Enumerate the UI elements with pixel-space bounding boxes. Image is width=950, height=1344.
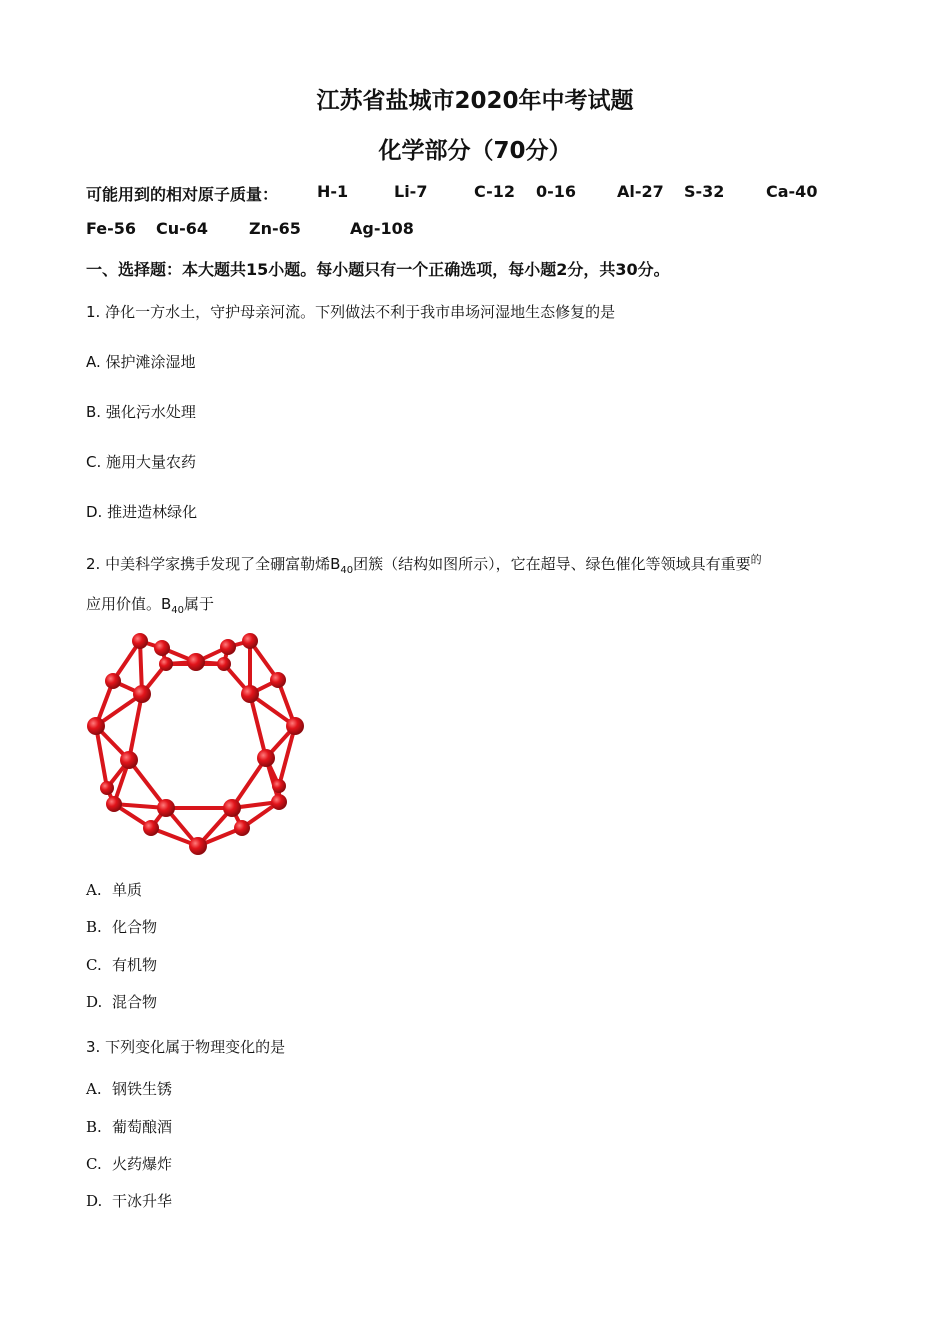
atomic-mass-h: H-1	[317, 182, 349, 201]
question-3-option-d: D. 干冰升华	[86, 1192, 173, 1210]
question-1-option-d: D. 推进造林绿化	[86, 503, 198, 521]
atomic-mass-zn: Zn-65	[249, 219, 301, 238]
question-3-option-c: C. 火药爆炸	[86, 1155, 173, 1173]
atomic-mass-label: 可能用到的相对原子质量：	[86, 185, 279, 204]
atomic-mass-ca: Ca-40	[766, 182, 818, 201]
page-subtitle: 化学部分（70分）	[378, 138, 572, 164]
atomic-mass-ag: Ag-108	[350, 219, 414, 238]
question-2-option-a: A. 单质	[86, 881, 143, 899]
atomic-mass-li: Li-7	[394, 182, 428, 201]
question-1-option-a: A. 保护滩涂湿地	[86, 353, 196, 371]
question-1-option-c: C. 施用大量农药	[86, 453, 197, 471]
atomic-mass-fe: Fe-56	[86, 219, 137, 238]
question-2-option-d: D. 混合物	[86, 993, 158, 1011]
page-title: 江苏省盐城市2020年中考试题	[316, 88, 634, 114]
b40-cluster-figure	[86, 628, 306, 860]
section-heading: 一、选择题：本大题共15小题。每小题只有一个正确选项，每小题2分，共30分。	[86, 260, 670, 279]
atomic-mass-al: Al-27	[617, 182, 664, 201]
question-3-option-a: A. 钢铁生锈	[86, 1080, 173, 1098]
atomic-mass-c: C-12	[474, 182, 516, 201]
question-2-option-c: C. 有机物	[86, 956, 158, 974]
question-2-option-b: B. 化合物	[86, 918, 158, 936]
question-2-stem: 2. 中美科学家携手发现了全硼富勒烯$B_{40}$团簇（结构如图所示），它在超导、绿色催化等领域具有重要$^的$	[86, 553, 762, 576]
atomic-mass-o: 0-16	[536, 182, 577, 201]
question-2-stem-line2: 应用价值。$B_{40}$属于	[86, 595, 215, 616]
question-3-option-b: B. 葡萄酿酒	[86, 1118, 173, 1136]
atomic-mass-cu: Cu-64	[156, 219, 209, 238]
atomic-mass-s: S-32	[684, 182, 725, 201]
question-1-option-b: B. 强化污水处理	[86, 403, 196, 421]
question-1-stem: 1. 净化一方水土，守护母亲河流。下列做法不利于我市串场河湿地生态修复的是	[86, 303, 616, 321]
question-3-stem: 3. 下列变化属于物理变化的是	[86, 1038, 286, 1056]
